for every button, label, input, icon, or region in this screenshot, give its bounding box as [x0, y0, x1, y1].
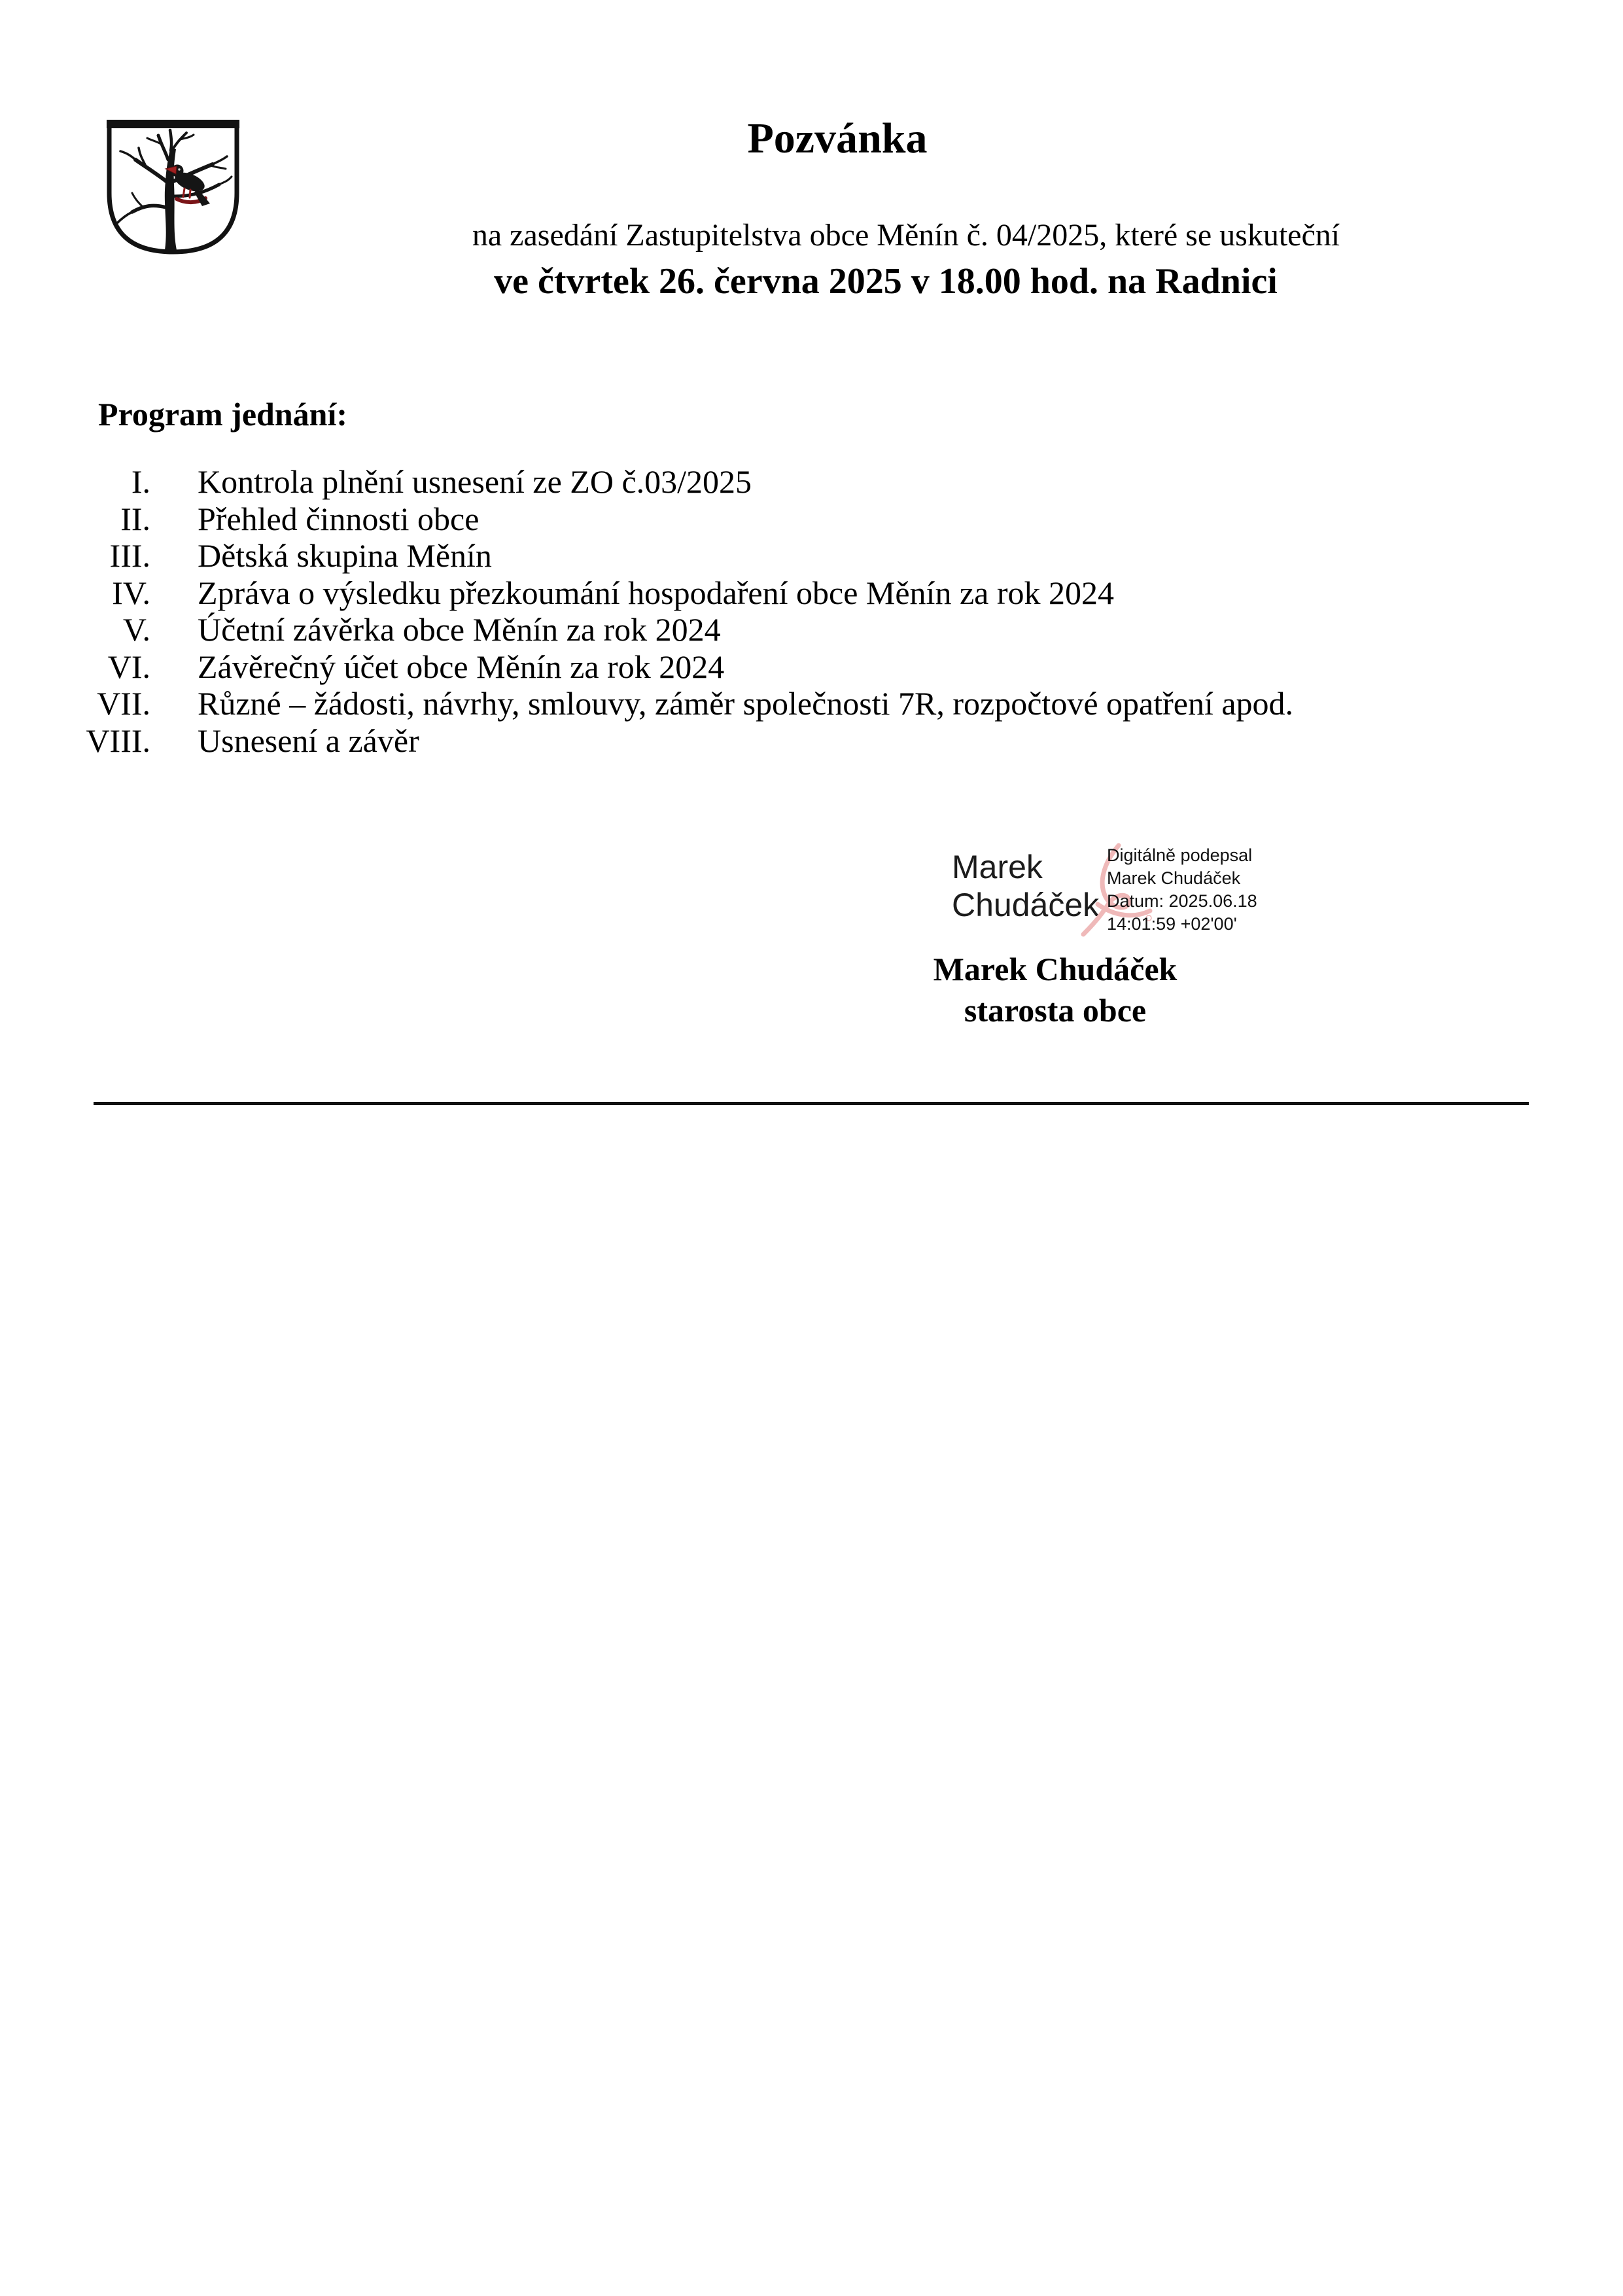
- agenda-item-text: Kontrola plnění usnesení ze ZO č.03/2025: [198, 463, 752, 500]
- agenda-heading: Program jednání:: [98, 396, 347, 433]
- agenda-row: [79, 537, 1452, 574]
- signer-role: starosta obce: [964, 992, 1147, 1029]
- agenda-numeral: IV.: [112, 574, 150, 611]
- agenda-item-text: Usnesení a závěr: [198, 722, 419, 759]
- agenda-numeral: VIII.: [86, 722, 150, 759]
- invitation-subtitle: na zasedání Zastupitelstva obce Měnín č. 04/2025, které se uskuteční: [472, 218, 1340, 253]
- agenda-item-text: Závěrečný účet obce Měnín za rok 2024: [198, 648, 725, 685]
- agenda-numeral: II.: [120, 500, 150, 537]
- agenda-row: [79, 685, 1452, 722]
- footer-divider: [94, 1102, 1529, 1105]
- agenda-numeral: VI.: [107, 648, 150, 685]
- agenda-numeral: III.: [109, 537, 150, 574]
- digital-signature-stamp-name: [952, 848, 1099, 924]
- agenda-item-text: Dětská skupina Měnín: [198, 537, 492, 574]
- agenda-item-text: Různé – žádosti, návrhy, smlouvy, záměr společnosti 7R, rozpočtové opatření apod.: [198, 685, 1294, 722]
- agenda-item-text: Zpráva o výsledku přezkoumání hospodaření obce Měnín za rok 2024: [198, 574, 1114, 611]
- agenda-numeral: V.: [122, 611, 150, 648]
- stamp-name-line1: Marek: [952, 849, 1043, 885]
- agenda-row: [79, 574, 1452, 612]
- agenda-row: [79, 611, 1452, 648]
- signer-name: Marek Chudáček: [933, 951, 1178, 987]
- agenda-item-text: Přehled činnosti obce: [198, 500, 480, 537]
- agenda-row: [79, 722, 1452, 760]
- agenda-numeral: I.: [131, 463, 150, 500]
- agenda-row: [79, 648, 1452, 686]
- agenda-row: [79, 501, 1452, 538]
- stamp-detail-line: Marek Chudáček: [1107, 868, 1241, 888]
- agenda-item-text: Účetní závěrka obce Měnín za rok 2024: [198, 611, 721, 648]
- agenda-numeral: VII.: [97, 685, 150, 722]
- page-title: Pozvánka: [747, 115, 928, 162]
- stamp-name-line2: Chudáček: [952, 887, 1100, 923]
- digital-signature-details: [1107, 844, 1257, 936]
- meeting-datetime: ve čtvrtek 26. června 2025 v 18.00 hod. na Radnici: [494, 261, 1278, 302]
- stamp-detail-line: Datum: 2025.06.18: [1107, 891, 1257, 911]
- agenda-row: [79, 463, 1452, 501]
- coat-of-arms-icon: [106, 119, 240, 256]
- stamp-detail-line: Digitálně podepsal: [1107, 845, 1253, 865]
- agenda-list: [79, 463, 1452, 759]
- stamp-detail-line: 14:01:59 +02'00': [1107, 914, 1237, 934]
